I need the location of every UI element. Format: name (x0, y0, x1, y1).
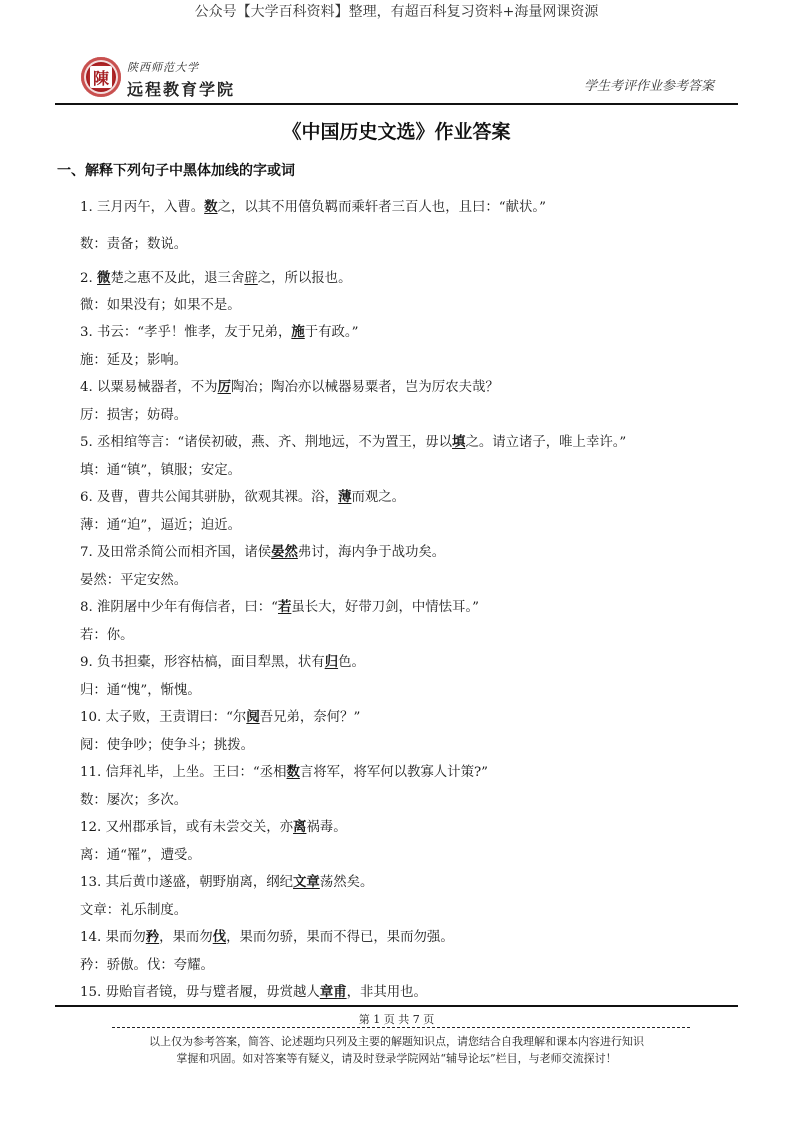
question-number: 13. (80, 875, 106, 890)
question-number: 6. (80, 490, 98, 505)
question-text: 丞相绾等言：“诸侯初破，燕、齐、荆地远，不为置王，毋以 (97, 435, 453, 450)
question-item (80, 651, 365, 670)
college-name: 远程教育学院 (127, 80, 236, 99)
question-number: 4. (80, 380, 98, 395)
question-number: 12. (80, 820, 106, 835)
keyword-highlight: 阋 (246, 709, 260, 725)
question-text: 虽长大，好带刀剑，中情怯耳。” (291, 600, 479, 615)
question-number: 5. (80, 435, 98, 450)
keyword-highlight: 晏然 (271, 544, 298, 560)
question-text: 祸毒。 (306, 820, 347, 835)
keyword-highlight: 微 (97, 270, 111, 286)
question-text: 于有政。” (304, 325, 359, 340)
question-item (80, 926, 454, 945)
section-heading: 一、解释下列句子中黑体加线的字或词 (57, 163, 295, 179)
question-number: 11. (80, 765, 106, 780)
keyword-highlight: 矜 (145, 929, 160, 945)
question-item (80, 706, 360, 725)
answer-text: 微：如果没有；如果不是。 (80, 298, 241, 313)
question-text: 荡然矣。 (319, 875, 374, 890)
answer-text: 数：责备；数说。 (80, 237, 188, 252)
question-number: 2. (80, 271, 98, 286)
answer-text: 填：通“镇”，镇服；安定。 (80, 463, 241, 478)
question-item (80, 196, 546, 215)
question-number: 15. (80, 985, 106, 1000)
footer-note-line-1: 以上仅为参考答案，简答、论述题均只列及主要的解题知识点，请您结合自我理解和课本内容进行知识 (149, 1035, 644, 1048)
keyword-highlight: 章甫 (319, 984, 347, 1000)
answer-text: 数：屡次；多次。 (80, 793, 188, 808)
footer-note (100, 1033, 693, 1067)
question-text: 太子败，王责谓曰：“尔 (105, 710, 247, 725)
question-number: 1. (80, 200, 98, 215)
question-item (80, 816, 347, 835)
question-item (80, 267, 351, 286)
question-text: 毋贻盲者镜，毋与躄者履，毋赏越人 (105, 985, 320, 1000)
question-number: 7. (80, 545, 98, 560)
answer-text: 离：通“罹”，遭受。 (80, 848, 201, 863)
question-text: 楚之惠不及此，退三舍 (110, 271, 245, 286)
keyword-highlight: 薄 (338, 489, 352, 505)
question-item (80, 486, 405, 505)
question-item (80, 981, 427, 1000)
question-text: 信拜礼毕，上坐。王曰：“丞相 (105, 765, 287, 780)
question-text: ，果而勿骄，果而不得已，果而勿强。 (226, 930, 454, 945)
footer-note-line-2: 掌握和巩固。如对答案等有疑义，请及时登录学院网站“辅导论坛”栏目，与老师交流探讨！ (176, 1052, 617, 1065)
question-number: 14. (80, 930, 106, 945)
question-text: ，非其用也。 (346, 985, 427, 1000)
question-text: 言将军，将军何以教寡人计策?” (299, 765, 488, 780)
question-text: 之，以其不用僖负羁而乘轩者三百人也，且曰：“献状。” (217, 200, 546, 215)
question-item (80, 871, 373, 890)
question-text: 之。请立诸子，唯上幸许。” (465, 435, 627, 450)
question-item (80, 541, 445, 560)
keyword-highlight: 若 (277, 599, 292, 615)
question-item (80, 596, 479, 615)
keyword-highlight: 离 (293, 819, 307, 835)
question-text: 吾兄弟，奈何？” (259, 710, 361, 725)
university-name: 陕西师范大学 (127, 61, 199, 74)
document-title: 《中国历史文选》作业答案 (282, 121, 511, 143)
question-item (80, 321, 358, 340)
header-label: 学生考评作业参考答案 (583, 79, 714, 94)
question-text: 其后黄巾遂盛，朝野崩离，纲纪 (105, 875, 294, 890)
question-text: 以粟易械器者，不为 (97, 380, 218, 395)
answer-text: 厉：损害；妨碍。 (80, 408, 188, 423)
footer-dashed-divider (112, 1027, 690, 1028)
logo-glyph: 陳 (90, 66, 112, 88)
answer-text: 施：延及；影响。 (80, 353, 188, 368)
question-text: 及曹，曹共公闻其骈胁，欲观其裸。浴， (97, 490, 339, 505)
answer-text: 归：通“愧”，惭愧。 (80, 683, 201, 698)
question-text: 三月丙午，入曹。 (97, 200, 205, 215)
keyword-highlight: 厉 (217, 379, 231, 395)
answer-text: 若：你。 (80, 628, 134, 643)
question-text: 淮阴屠中少年有侮信者，曰：“ (97, 600, 278, 615)
question-item (80, 761, 488, 780)
question-text: 负书担橐，形容枯槁，面目犁黑，状有 (97, 655, 325, 670)
question-text: 书云：“孝乎！惟孝，友于兄弟， (97, 325, 292, 340)
footer-divider (55, 1005, 738, 1007)
question-text: 而观之。 (351, 490, 406, 505)
keyword-highlight: 施 (291, 324, 305, 340)
answer-text: 文章：礼乐制度。 (80, 903, 188, 918)
answer-text: 阋：使争吵；使争斗；挑拨。 (80, 738, 255, 753)
answer-text: 晏然：平定安然。 (80, 573, 188, 588)
question-text: 果而勿 (105, 930, 146, 945)
page-header (55, 55, 738, 105)
answer-text: 薄：通“迫”，逼近；迫近。 (80, 518, 241, 533)
question-text: 又州郡承旨，或有未尝交关，亦 (105, 820, 294, 835)
question-text: 之，所以报也。 (257, 271, 352, 286)
question-text: 陶冶；陶冶亦以械器易粟者，岂为厉农夫哉？ (230, 380, 499, 395)
question-text: 色。 (338, 655, 365, 670)
question-number: 3. (80, 325, 98, 340)
header-divider (55, 103, 738, 105)
question-item (80, 431, 626, 450)
keyword-highlight: 归 (324, 654, 339, 670)
question-text: 弗讨，海内争于战功矣。 (297, 545, 446, 560)
keyword-highlight: 数 (204, 199, 218, 215)
logo-text (127, 59, 235, 100)
watermark-banner: 公众号【大学百科资料】整理，有超百科复习资料+海量网课资源 (194, 4, 599, 20)
keyword-highlight: 数 (286, 764, 300, 780)
keyword-highlight: 填 (452, 434, 466, 450)
underlined-text: 辟 (244, 271, 258, 286)
question-number: 8. (80, 600, 98, 615)
question-text: ，果而勿 (159, 930, 213, 945)
university-seal-logo-icon (81, 57, 121, 97)
question-number: 10. (80, 710, 106, 725)
page-indicator: 第 1 页 共 7 页 (358, 1013, 435, 1026)
question-number: 9. (80, 655, 98, 670)
question-item (80, 376, 499, 395)
keyword-highlight: 伐 (212, 929, 227, 945)
answer-text: 矜：骄傲。伐：夸耀。 (80, 958, 214, 973)
keyword-highlight: 文章 (293, 874, 320, 890)
question-text: 及田常杀简公而相齐国，诸侯 (97, 545, 272, 560)
